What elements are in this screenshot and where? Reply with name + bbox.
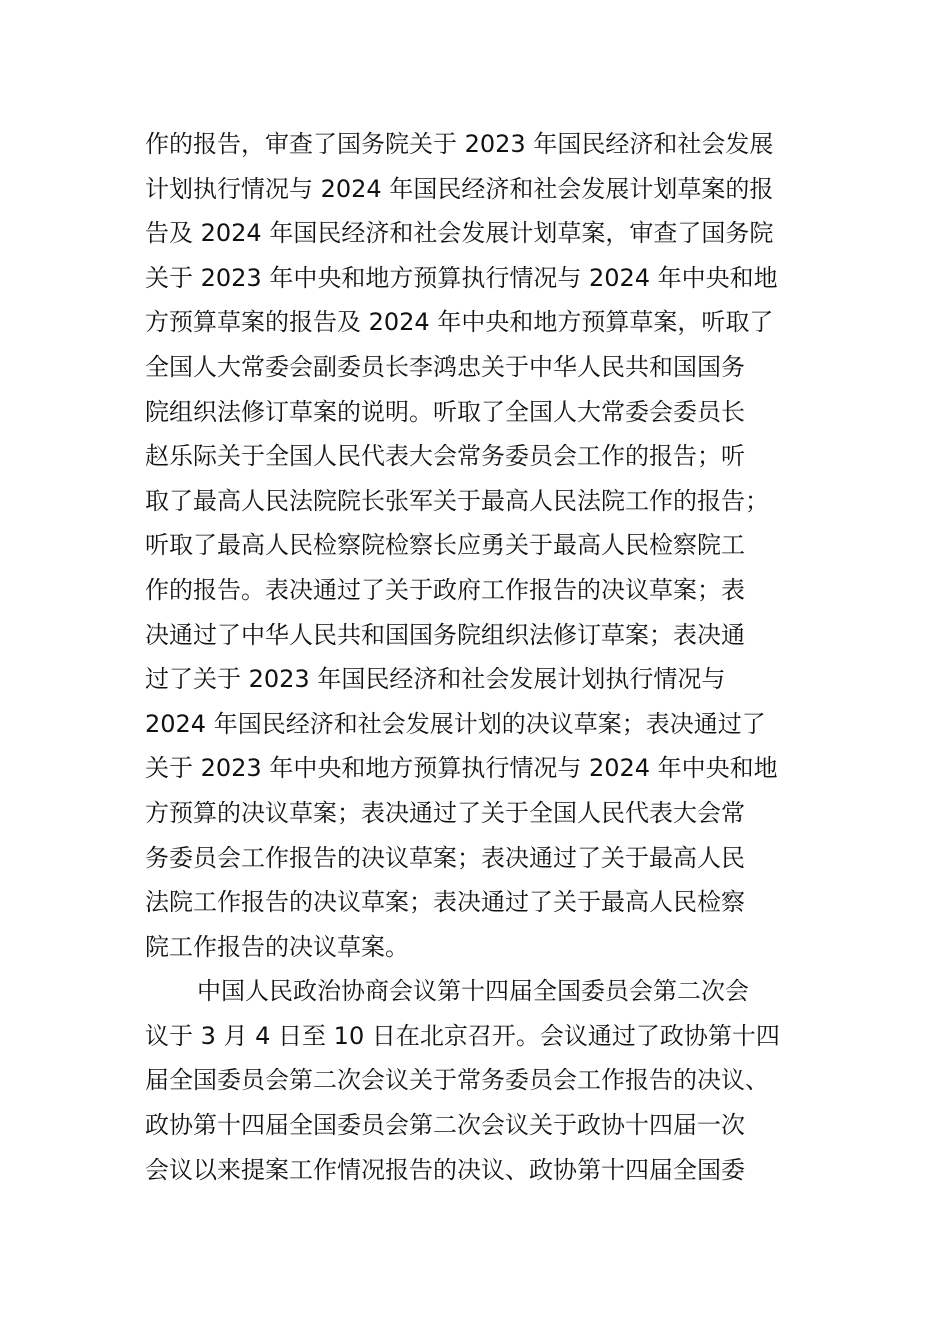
text-line: 议于 3 月 4 日至 10 日在北京召开。会议通过了政协第十四 xyxy=(145,1021,780,1050)
text-line: 计划执行情况与 2024 年国民经济和社会发展计划草案的报 xyxy=(145,174,774,203)
text-line: 过了关于 2023 年国民经济和社会发展计划执行情况与 xyxy=(145,665,726,694)
text-line: 院工作报告的决议草案。 xyxy=(145,932,409,961)
text-line: 法院工作报告的决议草案；表决通过了关于最高人民检察 xyxy=(145,888,745,917)
text-line: 关于 2023 年中央和地方预算执行情况与 2024 年中央和地 xyxy=(145,754,778,783)
text-line: 关于 2023 年中央和地方预算执行情况与 2024 年中央和地 xyxy=(145,263,778,292)
text-line: 方预算的决议草案；表决通过了关于全国人民代表大会常 xyxy=(145,798,745,827)
text-line: 全国人大常委会副委员长李鸿忠关于中华人民共和国国务 xyxy=(145,352,745,381)
paragraph-first-line: 中国人民政治协商会议第十四届全国委员会第二次会 xyxy=(197,977,749,1006)
text-line: 决通过了中华人民共和国国务院组织法修订草案；表决通 xyxy=(145,620,745,649)
text-line: 作的报告。表决通过了关于政府工作报告的决议草案；表 xyxy=(145,575,745,604)
text-line: 政协第十四届全国委员会第二次会议关于政协十四届一次 xyxy=(145,1111,745,1140)
text-line: 届全国委员会第二次会议关于常务委员会工作报告的决议、 xyxy=(145,1066,769,1095)
text-line: 2024 年国民经济和社会发展计划的决议草案；表决通过了 xyxy=(145,709,766,738)
body-text xyxy=(145,122,825,1192)
text-line: 务委员会工作报告的决议草案；表决通过了关于最高人民 xyxy=(145,843,745,872)
text-line: 告及 2024 年国民经济和社会发展计划草案，审查了国务院 xyxy=(145,219,774,248)
text-line: 作的报告，审查了国务院关于 2023 年国民经济和社会发展 xyxy=(145,130,774,158)
text-line: 方预算草案的报告及 2024 年中央和地方预算草案，听取了 xyxy=(145,308,774,337)
text-line: 会议以来提案工作情况报告的决议、政协第十四届全国委 xyxy=(145,1155,745,1184)
text-line: 赵乐际关于全国人民代表大会常务委员会工作的报告；听 xyxy=(145,442,745,471)
text-line: 院组织法修订草案的说明。听取了全国人大常委会委员长 xyxy=(145,397,745,426)
text-line: 听取了最高人民检察院检察长应勇关于最高人民检察院工 xyxy=(145,531,745,560)
text-line: 取了最高人民法院院长张军关于最高人民法院工作的报告； xyxy=(145,486,769,515)
